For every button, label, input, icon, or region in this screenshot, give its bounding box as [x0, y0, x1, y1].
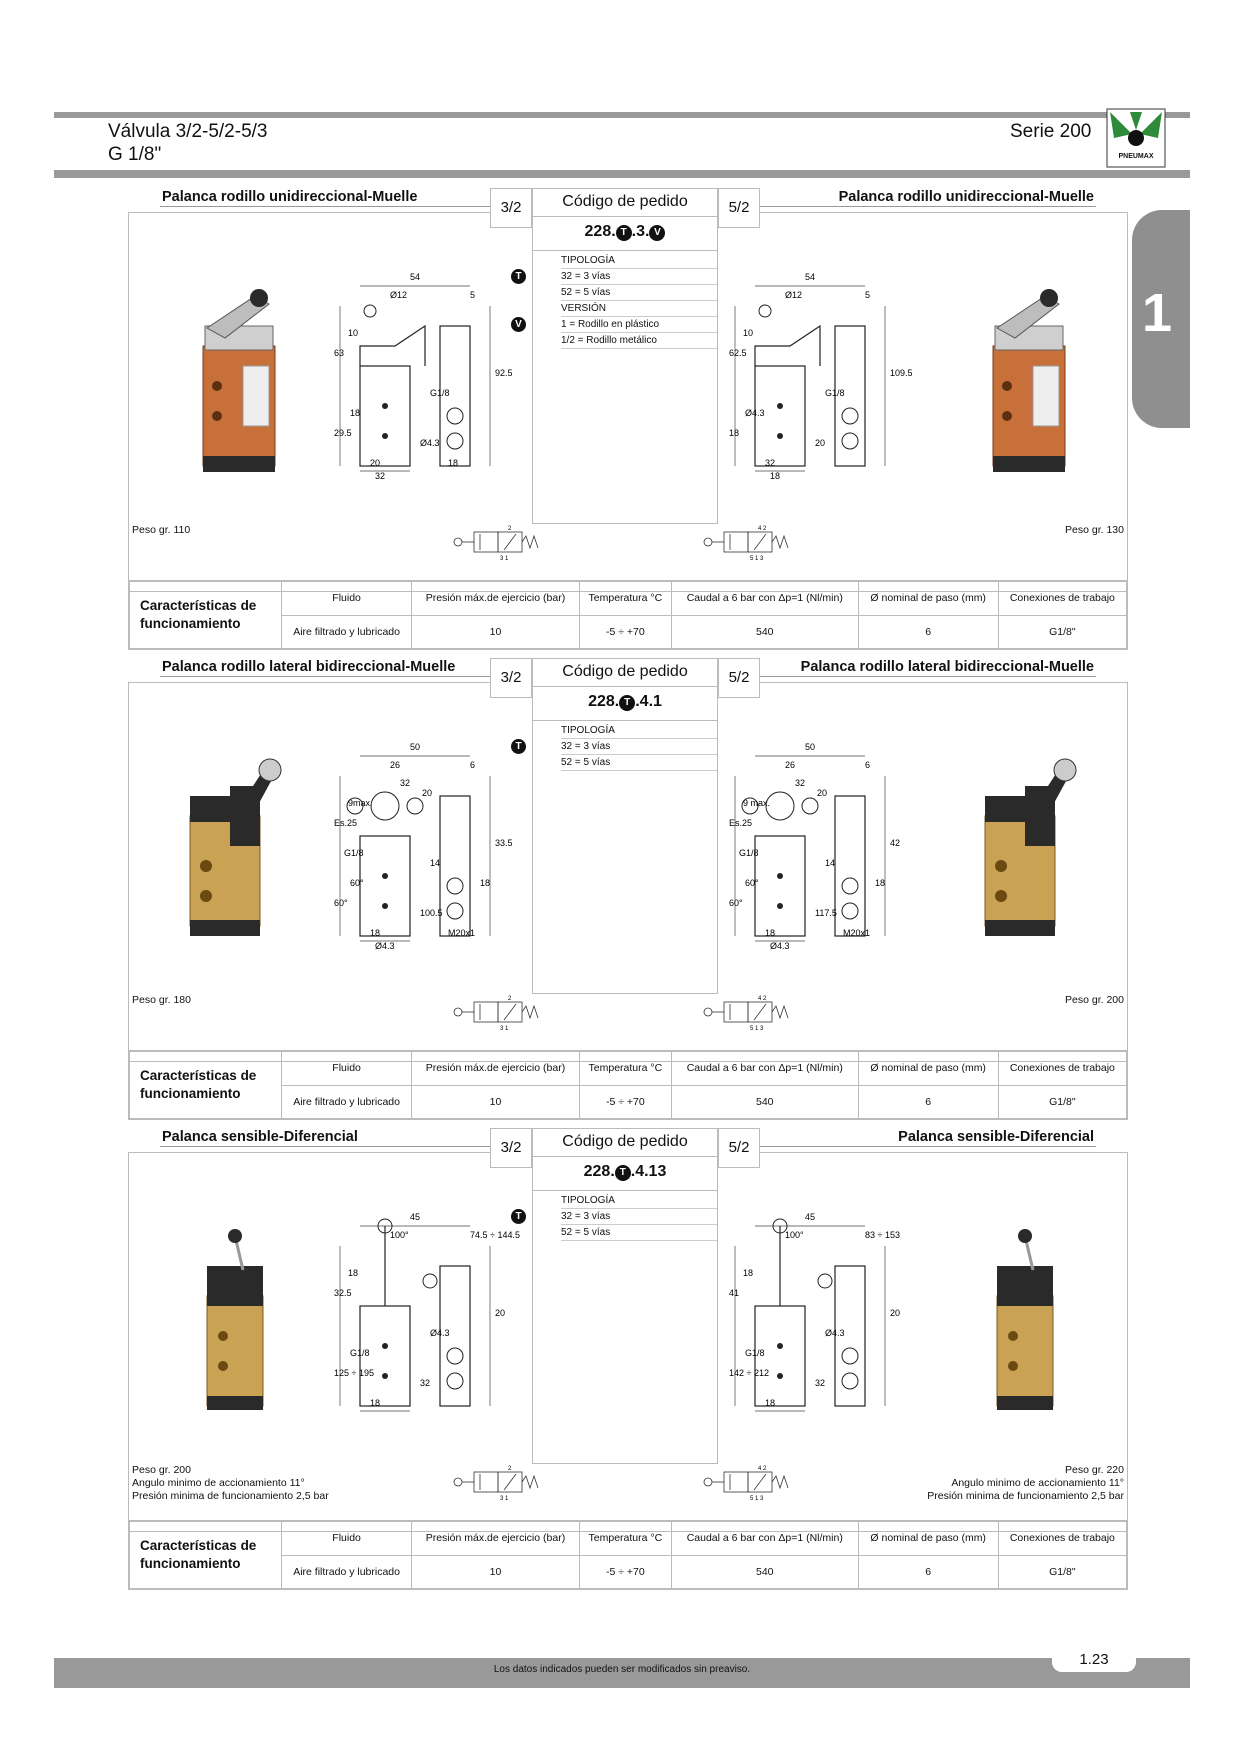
chars-value: G1/8": [998, 1085, 1126, 1119]
dimension-label: G1/8: [745, 1348, 765, 1358]
dimension-label: 20: [422, 788, 433, 798]
dimension-label: Ø4.3: [420, 438, 440, 448]
section-title-left: Palanca rodillo unidireccional-Muelle: [160, 188, 490, 207]
dimension-label: Ø4.3: [375, 941, 395, 951]
svg-text:5 1 3: 5 1 3: [750, 1496, 764, 1502]
dimension-label: 20: [495, 1308, 506, 1318]
dimension-label: 100°: [390, 1230, 409, 1240]
dimension-label: G1/8: [739, 848, 759, 858]
dimension-label: 117.5: [815, 908, 837, 918]
dimension-label: 41: [729, 1288, 740, 1298]
weight-left: Peso gr. 180: [132, 994, 191, 1006]
chars-header: Conexiones de trabajo: [998, 582, 1126, 616]
dimension-label: 45: [805, 1212, 816, 1222]
pneumax-logo: [1106, 108, 1166, 168]
symbol-3-2: [450, 996, 560, 1041]
dimension-label: 9 max.: [743, 798, 771, 808]
chars-header: Temperatura °C: [579, 1522, 671, 1556]
dimension-label: 5: [470, 290, 476, 300]
section-tab: [1132, 210, 1190, 428]
chars-value: Aire filtrado y lubricado: [282, 1085, 412, 1119]
dimension-label: 32: [795, 778, 806, 788]
weight-right: Peso gr. 130: [1065, 524, 1124, 536]
chars-value: 10: [412, 615, 580, 649]
chars-header: Conexiones de trabajo: [998, 1522, 1126, 1556]
order-option: 1/2 = Rodillo metálico: [533, 333, 717, 349]
weight-right: Peso gr. 200: [1065, 994, 1124, 1006]
section-title-right: Palanca rodillo unidireccional-Muelle: [760, 188, 1096, 207]
chars-header: Conexiones de trabajo: [998, 1052, 1126, 1086]
weight-left: Peso gr. 200 Angulo minimo de accionamiento 11° Presión minima de funcionamiento 2,5 bar: [132, 1464, 329, 1502]
drawing-3-2: [330, 266, 513, 491]
order-code-panel: [515, 188, 718, 524]
chars-header: Presión máx.de ejercicio (bar): [412, 1052, 580, 1086]
valve-photo-5-2: [975, 286, 1085, 481]
order-code: 228. T .3. V: [533, 217, 717, 251]
dimension-label: 20: [815, 438, 826, 448]
dimension-label: 20: [890, 1308, 901, 1318]
dimension-label: 32.5: [334, 1288, 352, 1298]
svg-text:5 1 3: 5 1 3: [750, 556, 764, 562]
pneumatic-symbol: [450, 1466, 560, 1506]
valve-photo-5-2: [975, 1226, 1075, 1421]
dimension-label: 83 ÷ 153: [865, 1230, 900, 1240]
dimension-label: 60°: [350, 878, 364, 888]
svg-text:3 1: 3 1: [500, 556, 509, 562]
dimension-label: 6: [470, 760, 476, 770]
dimension-label: G1/8: [350, 1348, 370, 1358]
dimension-label: Es.25: [729, 818, 753, 828]
dimension-label: G1/8: [825, 388, 845, 398]
dimension-label: 92.5: [495, 368, 513, 378]
code-badge-t: T: [616, 225, 632, 241]
chars-header: Fluido: [282, 1052, 412, 1086]
chars-value: G1/8": [998, 615, 1126, 649]
drawing-3-2: [330, 736, 513, 961]
dimension-label: 100°: [785, 1230, 804, 1240]
order-option: T 32 = 3 vías: [533, 269, 717, 285]
logo-wordmark: PNEUMAX: [1118, 153, 1154, 160]
technical-drawing: [330, 1206, 520, 1426]
section-tab-number: 1: [1142, 283, 1173, 343]
chars-value: Aire filtrado y lubricado: [282, 1555, 412, 1589]
dimension-label: 14: [825, 858, 836, 868]
order-option: TIPOLOGÍA: [533, 1193, 717, 1209]
code-badge-t: T: [619, 695, 635, 711]
dimension-label: 54: [410, 272, 421, 282]
chars-value: -5 ÷ +70: [579, 615, 671, 649]
chars-header: Caudal a 6 bar con Δp=1 (Nl/min): [671, 1052, 858, 1086]
dimension-label: 32: [375, 471, 386, 481]
series-title: Serie 200: [1010, 121, 1092, 142]
dimension-label: Ø4.3: [430, 1328, 450, 1338]
way-3-2: 3/2: [490, 1128, 532, 1168]
chars-value: 6: [858, 615, 998, 649]
dimension-label: M20x1: [448, 928, 476, 938]
section-title-right: Palanca sensible-Diferencial: [760, 1128, 1096, 1147]
dimension-label: 45: [410, 1212, 421, 1222]
svg-text:2: 2: [508, 1466, 512, 1472]
dimension-label: 18: [729, 428, 740, 438]
svg-text:3 1: 3 1: [500, 1496, 509, 1502]
chars-header: Ø nominal de paso (mm): [858, 582, 998, 616]
dimension-label: 20: [370, 458, 381, 468]
chars-value: 10: [412, 1555, 580, 1589]
chars-value: 10: [412, 1085, 580, 1119]
symbol-5-2: [700, 526, 810, 571]
dimension-label: Ø12: [390, 290, 408, 300]
order-option: T 32 = 3 vías: [533, 1209, 717, 1225]
order-code: 228. T .4.1: [533, 687, 717, 721]
valve-photo-3-2: [185, 286, 295, 481]
characteristics-label: Características de funcionamiento: [130, 582, 282, 649]
chars-header: Presión máx.de ejercicio (bar): [412, 1522, 580, 1556]
chars-header: Fluido: [282, 1522, 412, 1556]
svg-text:2: 2: [508, 996, 512, 1002]
dimension-label: 29.5: [334, 428, 352, 438]
pneumatic-symbol: [450, 996, 560, 1036]
dimension-label: 14: [430, 858, 441, 868]
way-3-2: 3/2: [490, 658, 532, 698]
dimension-label: 142 ÷ 212: [729, 1368, 769, 1378]
dimension-label: 10: [348, 328, 359, 338]
way-3-2: 3/2: [490, 188, 532, 228]
symbol-3-2: [450, 526, 560, 571]
drawing-5-2: [725, 736, 905, 961]
dimension-label: 109.5: [890, 368, 913, 378]
code-badge-v: V: [649, 225, 665, 241]
dimension-label: G1/8: [344, 848, 364, 858]
dimension-label: 42: [890, 838, 901, 848]
svg-text:4 2: 4 2: [758, 1466, 767, 1472]
characteristics-table: [128, 580, 1128, 650]
dimension-label: 18: [770, 471, 781, 481]
pneumatic-symbol: [700, 526, 810, 566]
way-5-2: 5/2: [718, 188, 760, 228]
dimension-label: 18: [743, 1268, 754, 1278]
code-badge-t: T: [615, 1165, 631, 1181]
dimension-label: 74.5 ÷ 144.5: [470, 1230, 520, 1240]
symbol-3-2: [450, 1466, 560, 1511]
dimension-label: 18: [480, 878, 491, 888]
dimension-label: Ø4.3: [825, 1328, 845, 1338]
dimension-label: 60°: [334, 898, 348, 908]
option-badge: T: [511, 1209, 526, 1224]
dimension-label: 18: [765, 928, 776, 938]
valve-photo-5-2: [965, 756, 1085, 951]
dimension-label: 32: [420, 1378, 431, 1388]
chars-header: Fluido: [282, 582, 412, 616]
dimension-label: 50: [410, 742, 421, 752]
page-title: Válvula 3/2-5/2-5/3 G 1/8": [108, 121, 268, 165]
characteristics-table: [128, 1520, 1128, 1590]
order-option: 52 = 5 vías: [533, 755, 717, 771]
page-number: 1.23: [1052, 1650, 1136, 1672]
chars-value: Aire filtrado y lubricado: [282, 615, 412, 649]
chars-header: Temperatura °C: [579, 1052, 671, 1086]
dimension-label: 60°: [745, 878, 759, 888]
dimension-label: Ø4.3: [770, 941, 790, 951]
technical-drawing: [330, 736, 513, 956]
dimension-label: Ø12: [785, 290, 803, 300]
chars-value: -5 ÷ +70: [579, 1555, 671, 1589]
order-code-label: Código de pedido: [533, 659, 717, 687]
weight-left: Peso gr. 110: [132, 524, 191, 536]
characteristics-table: [128, 1050, 1128, 1120]
valve-photo-3-2: [170, 756, 290, 951]
valve-photo-3-2: [185, 1226, 285, 1421]
dimension-label: 50: [805, 742, 816, 752]
chars-value: G1/8": [998, 1555, 1126, 1589]
pneumatic-symbol: [700, 1466, 810, 1506]
svg-text:2: 2: [508, 526, 512, 532]
svg-text:3 1: 3 1: [500, 1026, 509, 1032]
dimension-label: 18: [348, 1268, 359, 1278]
drawing-5-2: [725, 1206, 905, 1431]
chars-value: 540: [671, 1085, 858, 1119]
order-option: 52 = 5 vías: [533, 285, 717, 301]
dimension-label: 18: [350, 408, 361, 418]
dimension-label: Ø4.3: [745, 408, 765, 418]
dimension-label: 18: [765, 1398, 776, 1408]
order-option: TIPOLOGÍA: [533, 723, 717, 739]
order-option: V 1 = Rodillo en plástico: [533, 317, 717, 333]
technical-drawing: [725, 736, 905, 956]
order-code-panel: [515, 1128, 718, 1464]
dimension-label: G1/8: [430, 388, 450, 398]
dimension-label: 5: [865, 290, 871, 300]
header-rule-bottom: [54, 170, 1190, 178]
symbol-5-2: [700, 1466, 810, 1511]
drawing-5-2: [725, 266, 913, 491]
dimension-label: 18: [370, 1398, 381, 1408]
drawing-3-2: [330, 1206, 520, 1431]
section-title-left: Palanca rodillo lateral bidireccional-Muelle: [160, 658, 490, 677]
chars-value: -5 ÷ +70: [579, 1085, 671, 1119]
order-option: TIPOLOGÍA: [533, 253, 717, 269]
dimension-label: M20x1: [843, 928, 871, 938]
way-5-2: 5/2: [718, 1128, 760, 1168]
chars-header: Ø nominal de paso (mm): [858, 1522, 998, 1556]
dimension-label: Es.25: [334, 818, 358, 828]
option-badge: T: [511, 269, 526, 284]
svg-text:5 1 3: 5 1 3: [750, 1026, 764, 1032]
dimension-label: 32: [765, 458, 776, 468]
order-option: 52 = 5 vías: [533, 1225, 717, 1241]
option-badge: V: [511, 317, 526, 332]
technical-drawing: [330, 266, 513, 486]
dimension-label: 100.5: [420, 908, 443, 918]
weight-right: Peso gr. 220 Angulo minimo de accionamiento 11° Presión minima de funcionamiento 2,5 bar: [927, 1464, 1124, 1502]
dimension-label: 18: [875, 878, 886, 888]
section-title-left: Palanca sensible-Diferencial: [160, 1128, 490, 1147]
svg-text:4 2: 4 2: [758, 996, 767, 1002]
way-5-2: 5/2: [718, 658, 760, 698]
pneumatic-symbol: [450, 526, 560, 566]
chars-value: 6: [858, 1555, 998, 1589]
symbol-5-2: [700, 996, 810, 1041]
section-title-right: Palanca rodillo lateral bidireccional-Muelle: [760, 658, 1096, 677]
dimension-label: 9max.: [348, 798, 373, 808]
dimension-label: 32: [400, 778, 411, 788]
dimension-label: 62.5: [729, 348, 747, 358]
dimension-label: 63: [334, 348, 345, 358]
order-code: 228. T .4.13: [533, 1157, 717, 1191]
chars-header: Temperatura °C: [579, 582, 671, 616]
technical-drawing: [725, 266, 913, 486]
dimension-label: 18: [448, 458, 459, 468]
header-rule-top: [54, 112, 1190, 118]
dimension-label: 54: [805, 272, 816, 282]
order-option: T 32 = 3 vías: [533, 739, 717, 755]
chars-header: Caudal a 6 bar con Δp=1 (Nl/min): [671, 582, 858, 616]
chars-value: 540: [671, 615, 858, 649]
dimension-label: 125 ÷ 195: [334, 1368, 374, 1378]
order-option: VERSIÓN: [533, 301, 717, 317]
chars-header: Ø nominal de paso (mm): [858, 1052, 998, 1086]
dimension-label: 6: [865, 760, 871, 770]
option-badge: T: [511, 739, 526, 754]
order-code-label: Código de pedido: [533, 1129, 717, 1157]
dimension-label: 60°: [729, 898, 743, 908]
svg-text:4 2: 4 2: [758, 526, 767, 532]
chars-value: 540: [671, 1555, 858, 1589]
dimension-label: 20: [817, 788, 828, 798]
order-code-label: Código de pedido: [533, 189, 717, 217]
dimension-label: 18: [370, 928, 381, 938]
dimension-label: 32: [815, 1378, 826, 1388]
chars-value: 6: [858, 1085, 998, 1119]
dimension-label: 10: [743, 328, 754, 338]
characteristics-label: Características de funcionamiento: [130, 1052, 282, 1119]
dimension-label: 26: [390, 760, 401, 770]
footer-note: Los datos indicados pueden ser modificados sin preaviso.: [493, 1664, 751, 1675]
dimension-label: 26: [785, 760, 796, 770]
order-code-panel: [515, 658, 718, 994]
dimension-label: 33.5: [495, 838, 513, 848]
chars-header: Caudal a 6 bar con Δp=1 (Nl/min): [671, 1522, 858, 1556]
characteristics-label: Características de funcionamiento: [130, 1522, 282, 1589]
chars-header: Presión máx.de ejercicio (bar): [412, 582, 580, 616]
pneumatic-symbol: [700, 996, 810, 1036]
technical-drawing: [725, 1206, 905, 1426]
